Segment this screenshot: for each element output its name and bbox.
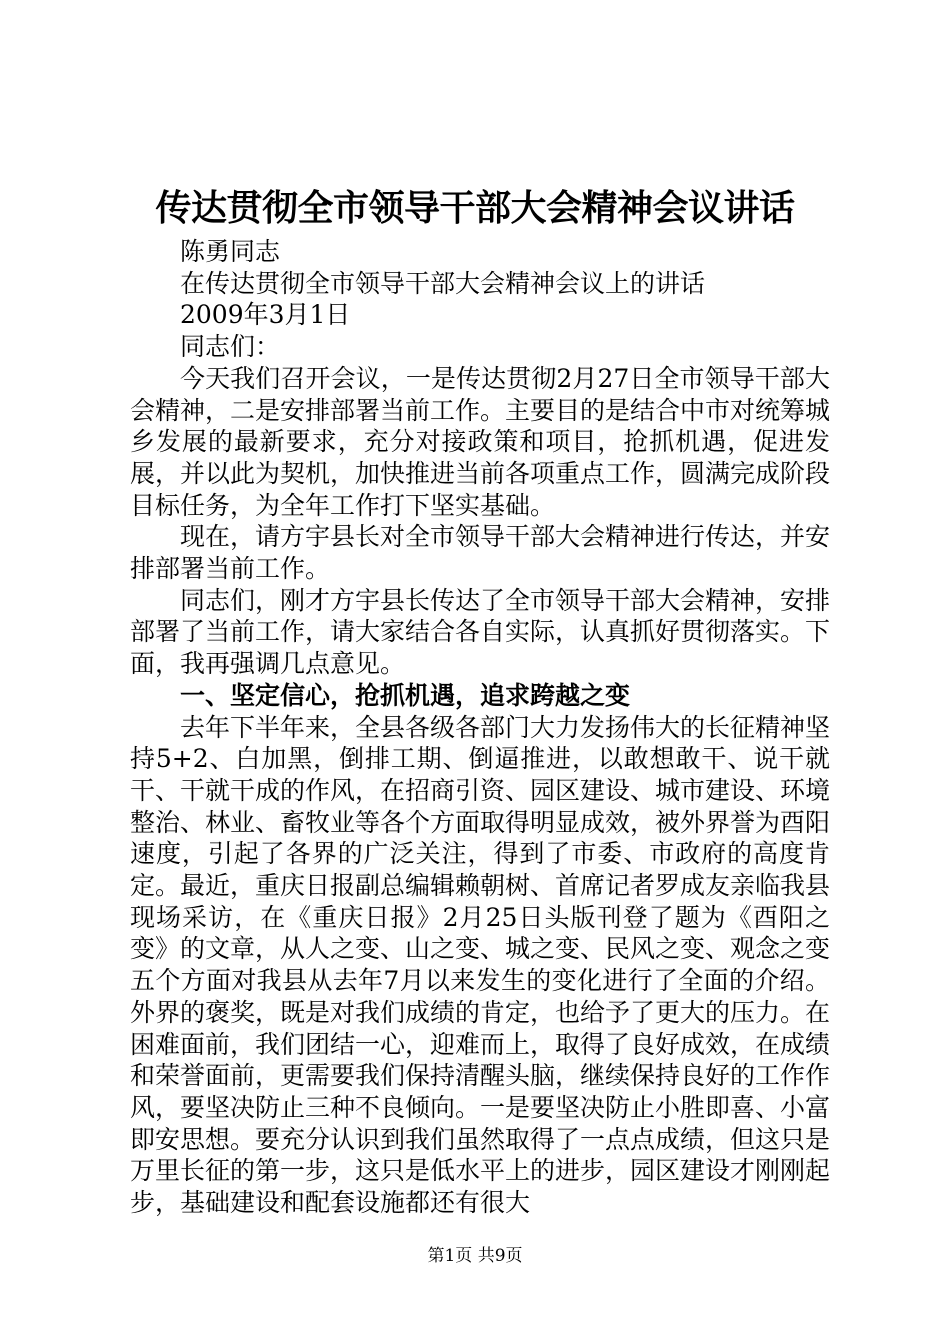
document-title: 传达贯彻全市领导干部大会精神会议讲话	[155, 188, 795, 229]
document-body	[130, 236, 830, 1219]
page-footer: 第1页 共9页	[427, 1246, 523, 1266]
body-paragraph: 同志们，刚才方宇县长传达了全市领导干部大会精神，安排部署了当前工作，请大家结合各自实际，认真抓好贯彻落实。下面，我再强调几点意见。	[130, 585, 831, 679]
section-heading: 一、坚定信心，抢抓机遇，追求跨越之变	[180, 680, 631, 710]
speaker-line: 陈勇同志	[180, 237, 281, 266]
salutation: 同志们：	[180, 332, 281, 362]
speech-subtitle: 在传达贯彻全市领导干部大会精神会议上的讲话	[180, 268, 706, 298]
section-paragraph: 去年下半年来，全县各级各部门大力发扬伟大的长征精神坚持5+2、白加黑，倒排工期、倒逼推进，以敢想敢干、说干就干、干就干成的作风，在招商引资、园区建设、城市建设、环境整治、林业、畜牧业等各个方面取得明显成效，被外界誉为酉阳速度，引起了各界的广泛关注，得到了市委、市政府的高度肯定。最近，重庆日报副总编辑赖朝树、首席记者罗成友亲临我县现场采访，在《重庆日报》2月25日头版刊登了题为《酉阳之变》的文章，从人之变、山之变、城之变、民风之变、观念之变五个方面对我县从去年7月以来发生的变化进行了全面的介绍。外界的褒奖，既是对我们成绩的肯定，也给予了更大的压力。在困难面前，我们团结一心，迎难而上，取得了良好成效，在成绩和荣誉面前，更需要我们保持清醒头脑，继续保持良好的工作作风，要坚决防止三种不良倾向。一是要坚决防止小胜即喜、小富即安思想。要充分认识到我们虽然取得了一点点成绩，但这只是万里长征的第一步，这只是低水平上的进步，园区建设才刚刚起步，基础建设和配套设施都还有很大	[130, 712, 831, 1218]
body-paragraph: 今天我们召开会议，一是传达贯彻2月27日全市领导干部大会精神，二是安排部署当前工作。主要目的是结合中市对统筹城乡发展的最新要求，充分对接政策和项目，抢抓机遇，促进发展，并以此为契机，加快推进当前各项重点工作，圆满完成阶段目标任务，为全年工作打下坚实基础。	[130, 363, 831, 520]
speech-date: 2009年3月1日	[180, 300, 351, 330]
body-paragraph: 现在，请方宇县长对全市领导干部大会精神进行传达，并安排部署当前工作。	[130, 522, 831, 584]
